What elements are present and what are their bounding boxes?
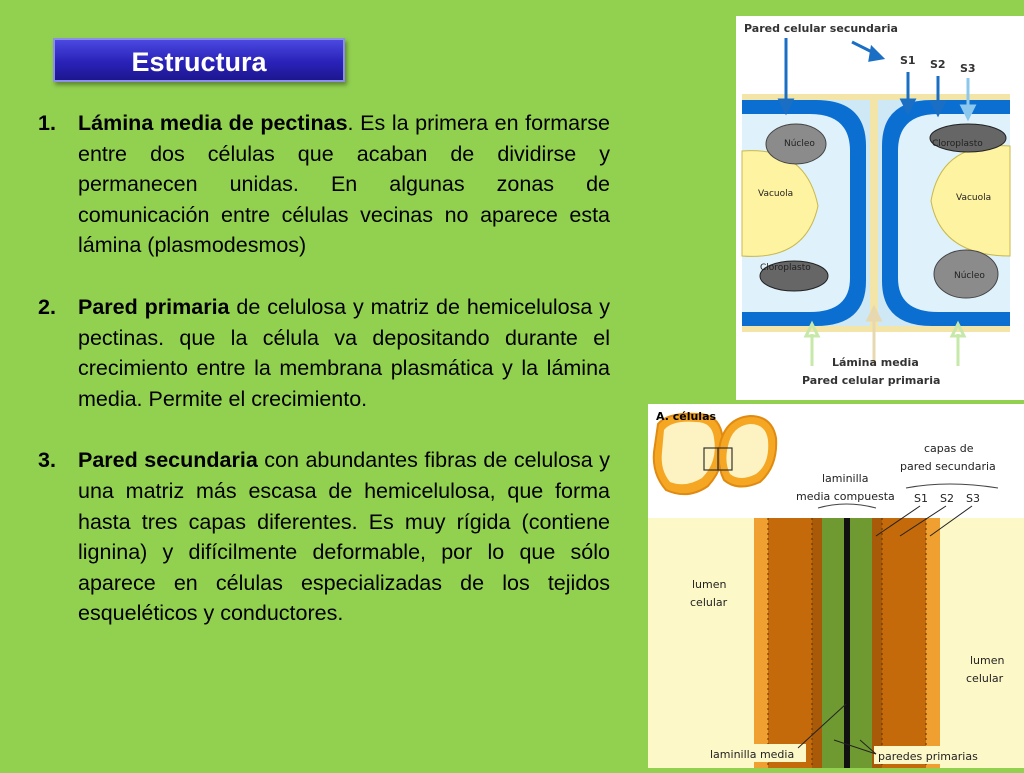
middle-lamella-label: Lámina media: [832, 356, 919, 369]
secondary-wall-left: [768, 518, 812, 768]
s2-label: S2: [930, 58, 946, 71]
cell-label-right: celular: [966, 672, 1004, 685]
s3-label: S3: [966, 492, 980, 505]
content-list: [38, 108, 610, 660]
item-term: Pared secundaria: [78, 448, 258, 473]
list-item: [38, 445, 610, 629]
primary-wall-label: Pared celular primaria: [802, 374, 941, 387]
item-text: con abundantes fibras de celulosa y una matriz más escasa de hemicelulosa, que forma hasta tres capas diferentes. Es muy rígida (contiene lignina) y difícilmente deformable, por lo que sólo aparece en células especializadas de los tejidos esqueléticos y conductores.: [78, 448, 610, 626]
secondary-wall-label: Pared celular secundaria: [744, 22, 898, 35]
item-text: de celulosa y matriz de hemicelulosa y pectinas. que la célula va depositando durante el crecimiento entre la membrana plasmática y la lámina media. Permite el crecimiento.: [78, 294, 610, 411]
cell-wall-diagram: [736, 16, 1024, 400]
vacuole-label: Vacuola: [758, 189, 794, 199]
lumen-label-right: lumen: [970, 654, 1005, 667]
wall-layers-diagram: [648, 404, 1024, 768]
item-term: Lámina media de pectinas: [78, 111, 348, 135]
primary-walls-label: paredes primarias: [878, 750, 978, 763]
primary-wall-right: [850, 518, 872, 768]
layers-label-2: pared secundaria: [900, 460, 996, 473]
item-number: 1.: [38, 111, 56, 135]
item-number: 3.: [38, 448, 56, 473]
cell-label-left: celular: [690, 596, 728, 609]
s3-label: S3: [960, 62, 976, 75]
item-text: . Es la primera en formarse entre dos células que acaban de dividirse y permanecen unidas. En algunas zonas de comunicación entre células vecinas no aparece esta lámina (plasmodesmos): [78, 111, 610, 258]
item-term: Pared primaria: [78, 294, 230, 319]
list-item: [38, 292, 610, 414]
s1-label: S1: [914, 492, 928, 505]
s2-label: S2: [940, 492, 954, 505]
list-item: [38, 108, 610, 261]
cells-label: A. células: [656, 410, 717, 423]
chloroplast-label: Cloroplasto: [932, 139, 983, 149]
compound-lamella-label-2: media compuesta: [796, 490, 895, 503]
cell-wall-svg: [736, 16, 1024, 400]
chloroplast-label: Cloroplasto: [760, 263, 811, 273]
nucleus-label: Núcleo: [784, 139, 815, 149]
secondary-wall-right: [882, 518, 926, 768]
vacuole-label: Vacuola: [956, 193, 992, 203]
middle-lamella: [870, 100, 878, 326]
wall-layers-svg: [648, 404, 1024, 768]
middle-lamella-label: laminilla media: [710, 748, 795, 761]
compound-lamella-label-1: laminilla: [822, 472, 869, 485]
lumen-label-left: lumen: [692, 578, 727, 591]
item-number: 2.: [38, 294, 56, 319]
primary-wall-left: [822, 518, 844, 768]
nucleus-label: Núcleo: [954, 271, 985, 281]
layers-label-1: capas de: [924, 442, 974, 455]
slide-title: Estructura: [53, 38, 345, 82]
middle-lamella-line: [844, 518, 850, 768]
s1-label: S1: [900, 54, 916, 67]
